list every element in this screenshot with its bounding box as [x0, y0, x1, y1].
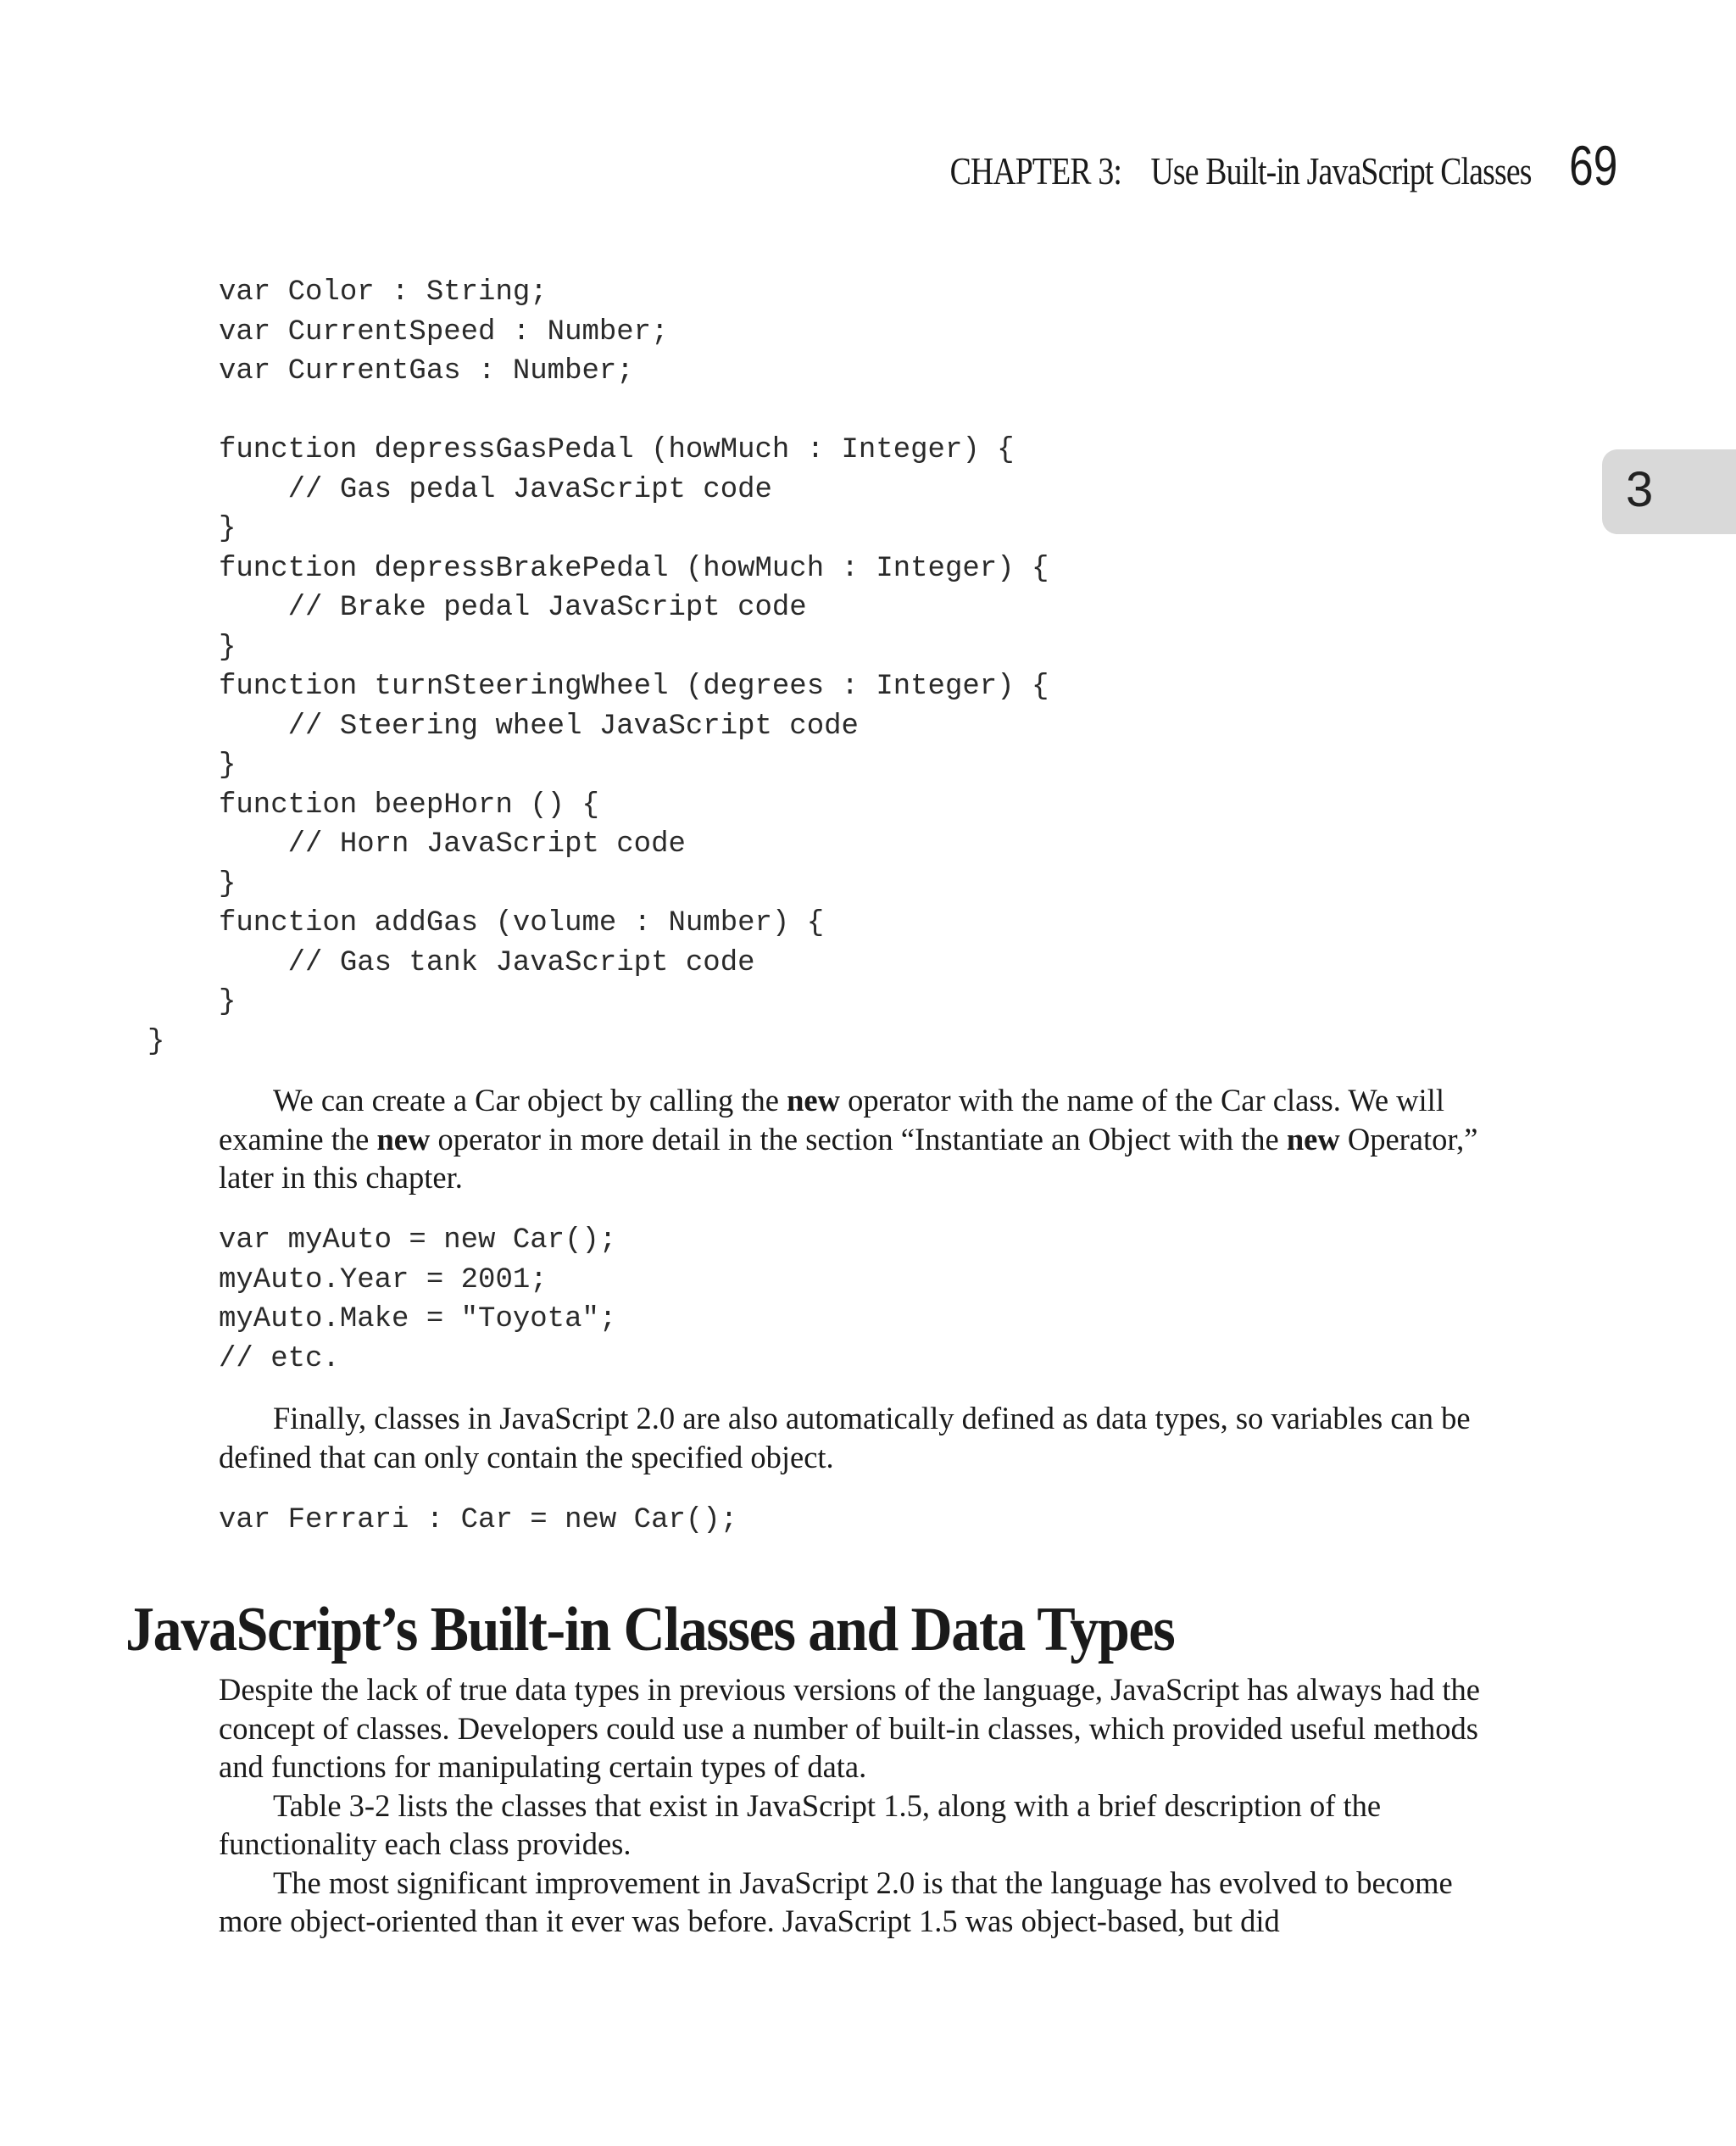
code-line: myAuto.Year = 2001;	[219, 1263, 548, 1296]
paragraph-text: The most significant improvement in JavaScript 2.0 is that the language has evolved to become more object-oriented than it ever was before. JavaScript 1.5 was object-based, but did	[219, 1865, 1453, 1938]
chapter-tab-label: 3	[1626, 462, 1654, 517]
section-heading: JavaScript’s Built-in Classes and Data Types	[125, 1595, 1175, 1664]
code-line: // Horn JavaScript code	[219, 828, 686, 861]
code-block-instantiate	[219, 1221, 616, 1379]
code-block-class-members	[147, 273, 1049, 1062]
code-line: function addGas (volume : Number) {	[219, 907, 825, 939]
chapter-thumb-tab	[1602, 449, 1736, 534]
code-line: }	[219, 986, 236, 1018]
chapter-title: CHAPTER 3: Use Built-in JavaScript Classes	[949, 149, 1532, 192]
keyword-new: new	[376, 1121, 431, 1157]
code-line: myAuto.Make = "Toyota";	[219, 1303, 617, 1335]
text-run: Operator,” later in this chapter.	[219, 1121, 1478, 1195]
paragraph-text: Table 3-2 lists the classes that exist in JavaScript 1.5, along with a brief description of the functionality each class provides.	[219, 1787, 1382, 1861]
code-line: // Brake pedal JavaScript code	[219, 592, 807, 624]
code-line: var Ferrari : Car = new Car();	[219, 1504, 738, 1536]
text-run: operator in more detail in the section “Instantiate an Object with the	[430, 1121, 1287, 1157]
keyword-new: new	[787, 1083, 840, 1118]
paragraph-new-operator	[219, 1081, 1482, 1197]
code-line: var CurrentSpeed : Number;	[219, 315, 669, 348]
code-line: // Gas tank JavaScript code	[219, 946, 755, 979]
code-line: // Gas pedal JavaScript code	[219, 473, 772, 506]
code-line: var myAuto = new Car();	[219, 1224, 617, 1257]
page-number: 69	[1568, 134, 1617, 197]
code-line: function beepHorn () {	[219, 789, 599, 822]
paragraph-classes-as-types	[219, 1399, 1482, 1476]
code-line: }	[219, 867, 236, 900]
text-run: operator with the name of the Car class. We will examine the	[219, 1083, 1444, 1157]
code-line: }	[219, 631, 236, 664]
code-closing-brace: }	[147, 1025, 165, 1058]
code-line: }	[219, 750, 236, 782]
text-run: We can create a Car object by calling the	[273, 1083, 787, 1118]
running-header	[822, 117, 1617, 197]
code-line: var CurrentGas : Number;	[219, 355, 634, 387]
section-body	[219, 1670, 1482, 1941]
keyword-new: new	[1286, 1121, 1340, 1157]
code-line: var Color : String;	[219, 276, 548, 309]
code-line: function turnSteeringWheel (degrees : Integer) {	[219, 671, 1049, 703]
code-line: }	[219, 513, 236, 545]
paragraph-text: Finally, classes in JavaScript 2.0 are also automatically defined as data types, so variables can be defined that can only contain the specified object.	[219, 1401, 1471, 1474]
code-line: // Steering wheel JavaScript code	[219, 710, 859, 743]
code-line: function depressGasPedal (howMuch : Integer) {	[219, 434, 1015, 466]
paragraph-text: Despite the lack of true data types in previous versions of the language, JavaScript has always had the concept of classes. Developers could use a number of built-in classes, which provided useful methods and functions for manipulating certain types of data.	[219, 1672, 1480, 1784]
code-line: // etc.	[219, 1342, 340, 1375]
code-block-typed-var	[219, 1501, 737, 1541]
code-line: function depressBrakePedal (howMuch : Integer) {	[219, 552, 1049, 585]
